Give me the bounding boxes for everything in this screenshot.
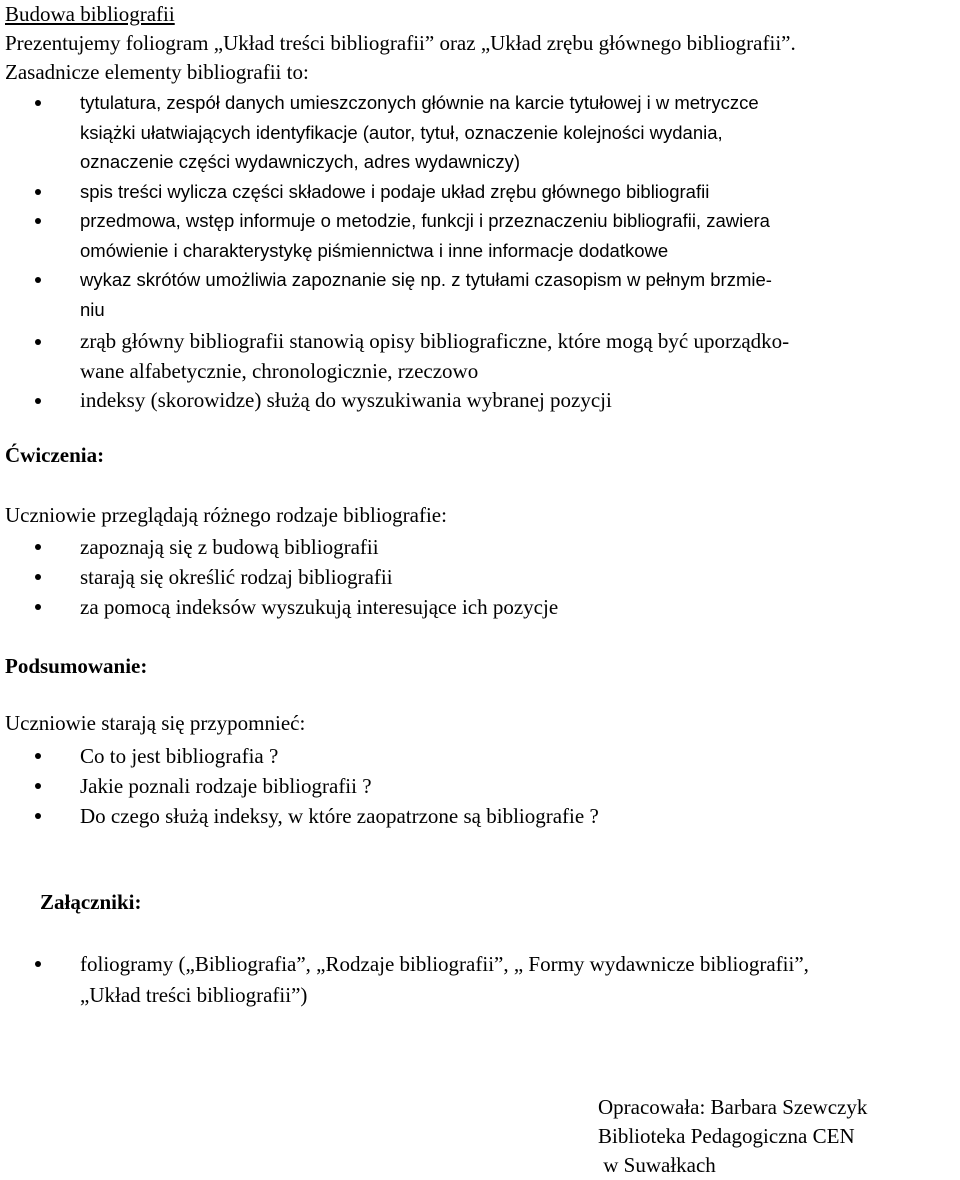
list-item-text: za pomocą indeksów wyszukują interesujące ich pozycje	[80, 595, 559, 619]
attachments-heading: Załączniki:	[40, 890, 142, 914]
bullet-icon	[35, 100, 41, 106]
list-item	[5, 265, 772, 324]
list-item	[5, 177, 772, 207]
summary-list	[5, 741, 599, 831]
list-item-text: spis treści wylicza części składowe i podaje układ zrębu głównego bibliografii	[80, 180, 710, 202]
author-name: Opracowała: Barbara Szewczyk	[598, 1095, 868, 1119]
list-item	[5, 386, 789, 416]
list-item	[5, 206, 772, 265]
bullet-icon	[35, 218, 41, 224]
list-item-text: niu	[80, 298, 105, 320]
bullet-icon	[35, 339, 41, 345]
list-item	[5, 327, 789, 386]
list-item-text: zapoznają się z budową bibliografii	[80, 535, 379, 559]
intro-paragraph-line-1: Prezentujemy foliogram „Układ treści bibliografii” oraz „Układ zrębu głównego bibliografii”.	[5, 31, 796, 55]
list-item-text: indeksy (skorowidze) służą do wyszukiwania wybranej pozycji	[80, 388, 612, 412]
bullet-icon	[35, 544, 41, 550]
bullet-icon	[35, 813, 41, 819]
list-item	[5, 741, 599, 771]
list-item	[5, 532, 558, 562]
author-signature	[598, 1093, 867, 1180]
list-item	[5, 949, 809, 1011]
author-location: w Suwałkach	[598, 1153, 716, 1177]
exercises-lead: Uczniowie przeglądają różnego rodzaje bibliografie:	[5, 503, 447, 527]
summary-lead: Uczniowie starają się przypomnieć:	[5, 711, 306, 735]
exercises-heading: Ćwiczenia:	[5, 443, 105, 467]
attachments-list	[5, 949, 809, 1011]
list-item-text: omówienie i charakterystykę piśmiennictwa i inne informacje dodatkowe	[80, 239, 669, 261]
bullet-icon	[35, 961, 41, 967]
bullet-icon	[35, 753, 41, 759]
bullet-icon	[35, 398, 41, 404]
list-item	[5, 592, 558, 622]
list-item	[5, 562, 558, 592]
section-title: Budowa bibliografii	[5, 2, 175, 26]
intro-paragraph-line-2: Zasadnicze elementy bibliografii to:	[5, 60, 309, 84]
elements-list-continued	[5, 327, 789, 416]
list-item-text: Co to jest bibliografia ?	[80, 744, 279, 768]
summary-heading: Podsumowanie:	[5, 654, 148, 678]
list-item	[5, 771, 599, 801]
list-item-text: Jakie poznali rodzaje bibliografii ?	[80, 774, 372, 798]
list-item	[5, 801, 599, 831]
author-institution: Biblioteka Pedagogiczna CEN	[598, 1124, 855, 1148]
bullet-icon	[35, 574, 41, 580]
bullet-icon	[35, 783, 41, 789]
list-item-text: Do czego służą indeksy, w które zaopatrzone są bibliografie ?	[80, 804, 599, 828]
list-item-text: książki ułatwiających identyfikacje (autor, tytuł, oznaczenie kolejności wydania,	[80, 121, 723, 143]
list-item-text: foliogramy („Bibliografia”, „Rodzaje bibliografii”, „ Formy wydawnicze bibliografii”,	[80, 952, 809, 976]
list-item-text: przedmowa, wstęp informuje o metodzie, funkcji i przeznaczeniu bibliografii, zawiera	[80, 210, 770, 231]
list-item-text: wane alfabetycznie, chronologicznie, rzeczowo	[80, 358, 479, 383]
bullet-icon	[35, 604, 41, 610]
bullet-icon	[35, 277, 41, 283]
list-item-text: wykaz skrótów umożliwia zapoznanie się np. z tytułami czasopism w pełnym brzmie-	[80, 269, 772, 290]
elements-list	[5, 88, 772, 324]
intro-block	[5, 0, 796, 87]
list-item-text: starają się określić rodzaj bibliografii	[80, 565, 393, 589]
bullet-icon	[35, 189, 41, 195]
list-item	[5, 88, 772, 177]
list-item-text: tytulatura, zespół danych umieszczonych głównie na karcie tytułowej i w metryczce	[80, 92, 759, 113]
list-item-text: zrąb główny bibliografii stanowią opisy bibliograficzne, które mogą być uporządko-	[80, 329, 790, 353]
list-item-text: oznaczenie części wydawniczych, adres wydawniczy)	[80, 151, 521, 172]
list-item-text: „Układ treści bibliografii”)	[80, 983, 308, 1007]
exercises-list	[5, 532, 558, 622]
